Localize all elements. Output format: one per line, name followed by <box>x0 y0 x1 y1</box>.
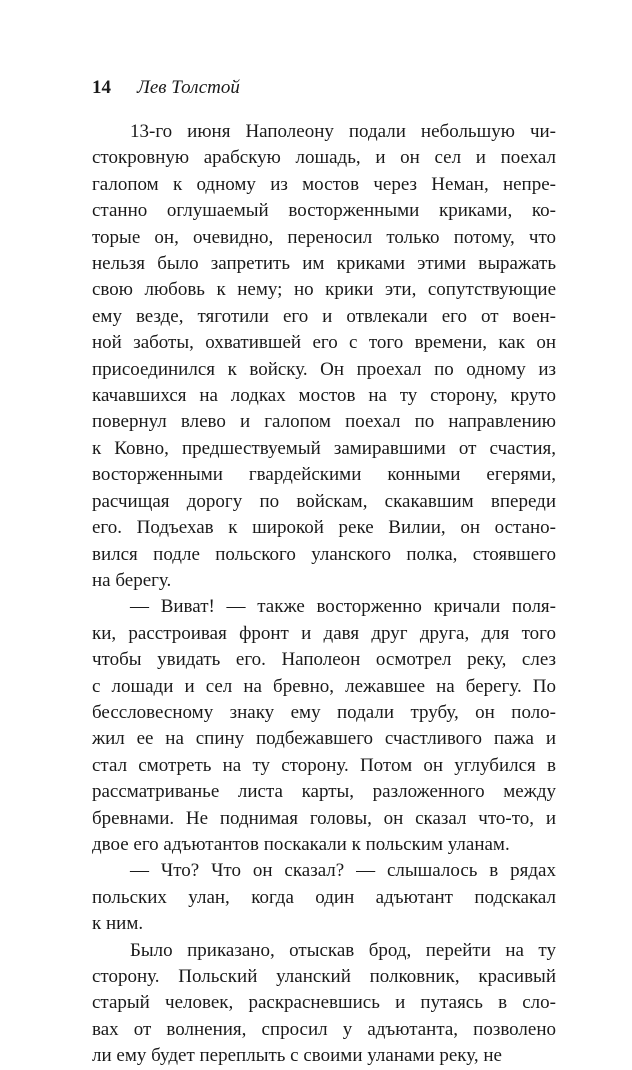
text-line: — Виват! — также восторженно кричали поля- <box>130 596 556 618</box>
text-line: чтобы увидать его. Наполеон осмотрел реку, слез <box>92 649 556 671</box>
text-line: польских улан, когда один адъютант подскакал <box>92 886 556 908</box>
text-line: ки, расстроивая фронт и давя друг друга, для того <box>92 622 556 644</box>
text-line: старый человек, раскрасневшись и путаясь в сло- <box>92 992 556 1014</box>
text-line: стал смотреть на ту сторону. Потом он углубился в <box>92 754 556 776</box>
paragraph <box>92 119 556 594</box>
text-line: галопом к одному из мостов через Неман, непре- <box>92 173 556 195</box>
paragraph <box>92 938 556 1070</box>
page-number: 14 <box>92 77 111 98</box>
text-line: к Ковно, предшествуемый замиравшими от счастия, <box>92 437 556 459</box>
text-line: свою любовь к нему; но крики эти, сопутствующие <box>92 279 556 301</box>
text-line: торые он, очевидно, переносил только потому, что <box>92 226 556 248</box>
paragraph <box>92 858 556 937</box>
text-line: ной заботы, охватившей его с того времени, как он <box>92 332 556 354</box>
text-line: нельзя было запретить им криками этими выражать <box>92 253 556 275</box>
text-line: 13-го июня Наполеону подали небольшую чи- <box>130 121 556 142</box>
text-line: присоединился к войску. Он проехал по одному из <box>92 358 556 380</box>
text-line: бревнами. Не поднимая головы, он сказал что-то, и <box>92 807 556 829</box>
text-line: сторону. Польский уланский полковник, красивый <box>92 966 556 987</box>
text-line: жил ее на спину подбежавшего счастливого пажа и <box>92 728 556 750</box>
text-line: повернул влево и галопом поехал по направлению <box>92 411 556 433</box>
text-line: — Что? Что он сказал? — слышалось в рядах <box>130 860 556 882</box>
running-head <box>92 74 240 102</box>
text-line: бессловесному знаку ему подали трубу, он поло- <box>92 701 556 723</box>
text-line: рассматриванье листа карты, разложенного между <box>92 781 556 803</box>
running-head-author: Лев Толстой <box>137 77 240 98</box>
body-text <box>92 119 556 1070</box>
text-line: двое его адъютантов поскакали к польским уланам. <box>92 833 510 855</box>
text-line: Было приказано, отыскав брод, перейти на ту <box>130 939 556 961</box>
text-line: вах от волнения, спросил у адъютанта, позволено <box>92 1018 556 1040</box>
text-line: с лошади и сел на бревно, лежавшее на берегу. По <box>92 675 556 697</box>
text-line: на берегу. <box>92 569 172 591</box>
text-line: качавшихся на лодках мостов на ту сторону, круто <box>92 385 556 407</box>
text-line: стокровную арабскую лошадь, и он сел и поехал <box>92 147 556 169</box>
paragraph <box>92 594 556 858</box>
text-line: вился подле польского уланского полка, стоявшего <box>92 543 556 565</box>
text-line: станно оглушаемый восторженными криками, ко- <box>92 200 556 222</box>
text-line: ему везде, тяготили его и отвлекали его от воен- <box>92 305 556 327</box>
text-line: его. Подъехав к широкой реке Вилии, он остано- <box>92 517 556 539</box>
text-line: к ним. <box>92 913 144 935</box>
text-line: расчищая дорогу по войскам, скакавшим впереди <box>92 490 556 512</box>
text-line: ли ему будет переплыть с своими уланами реку, не <box>92 1045 502 1067</box>
text-line: восторженными гвардейскими конными егерями, <box>92 464 556 486</box>
